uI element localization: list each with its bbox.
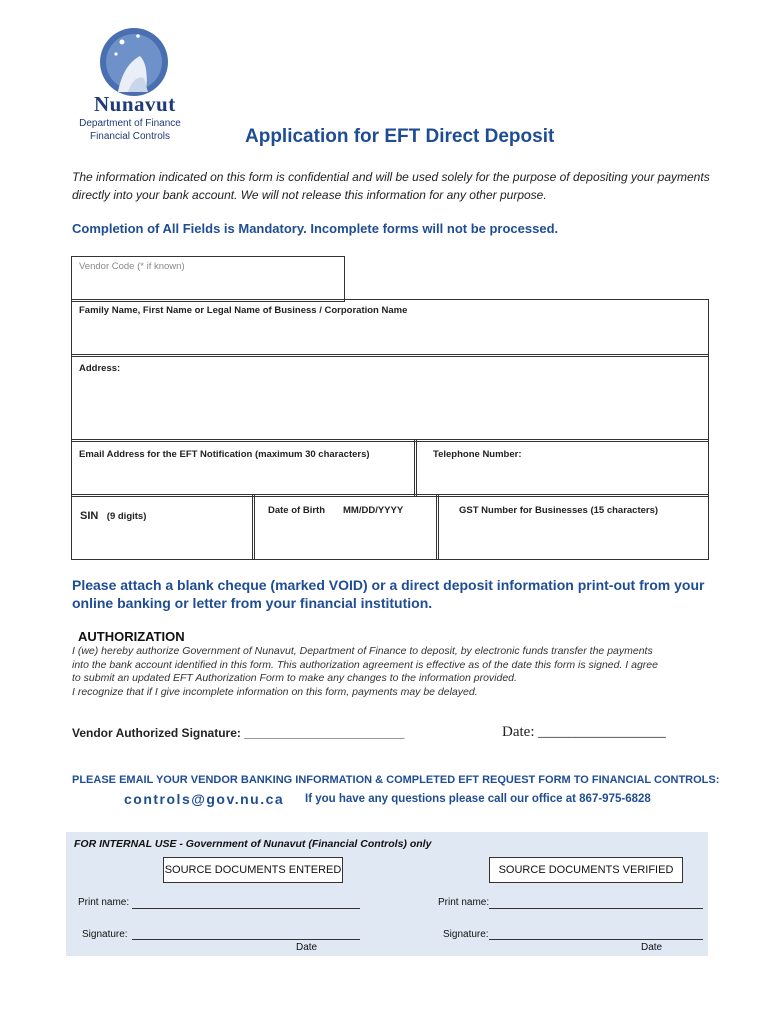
name-field[interactable] xyxy=(71,299,709,357)
sin-label-group xyxy=(80,506,146,524)
authorization-text xyxy=(72,645,717,699)
logo-wordmark: Nunavut xyxy=(94,92,176,116)
address-field[interactable] xyxy=(71,354,709,442)
contact-email-link[interactable]: controls@gov.nu.ca xyxy=(124,791,285,807)
name-label: Family Name, First Name or Legal Name of Business / Corporation Name xyxy=(79,305,408,316)
auth-line-4: I recognize that if I give incomplete information on this form, payments may be delayed. xyxy=(72,685,478,698)
dob-format: MM/DD/YYYY xyxy=(343,505,404,516)
entered-print-name-label: Print name: xyxy=(78,897,130,908)
auth-line-3: to submit an updated EFT Authorization Form to make any changes to the information provided. xyxy=(72,672,517,684)
authorization-title: AUTHORIZATION xyxy=(78,629,185,644)
verified-print-name-label: Print name: xyxy=(438,897,490,908)
email-field[interactable] xyxy=(71,439,417,497)
vendor-signature-field[interactable]: Vendor Authorized Signature: ________________________ xyxy=(72,726,405,740)
entered-signature-line[interactable] xyxy=(132,939,360,940)
mandatory-notice: Completion of All Fields is Mandatory. Incomplete forms will not be processed. xyxy=(72,221,559,236)
auth-line-1: I (we) hereby authorize Government of Nunavut, Department of Finance to deposit, by electronic funds transfer the payments xyxy=(72,645,653,657)
address-label: Address: xyxy=(79,363,121,374)
source-documents-verified-box: SOURCE DOCUMENTS VERIFIED xyxy=(489,857,683,883)
sin-note: (9 digits) xyxy=(106,511,147,522)
verified-date-label: Date xyxy=(641,942,663,953)
division-label: Financial Controls xyxy=(89,131,171,142)
telephone-label: Telephone Number: xyxy=(433,449,522,460)
internal-use-panel xyxy=(66,832,708,956)
entered-print-name-line[interactable] xyxy=(132,908,360,909)
entered-date-label: Date xyxy=(296,942,318,953)
internal-use-title: FOR INTERNAL USE - Government of Nunavut (Financial Controls) only xyxy=(74,838,432,850)
signature-date-field[interactable]: Date: _________________ xyxy=(502,724,666,740)
telephone-field[interactable] xyxy=(414,439,709,497)
email-label: Email Address for the EFT Notification (maximum 30 characters) xyxy=(79,449,370,460)
department-name xyxy=(70,117,190,143)
contact-phone-text: If you have any questions please call our office at 867-975-6828 xyxy=(305,793,651,805)
entered-signature-label: Signature: xyxy=(82,929,128,940)
attach-notice: Please attach a blank cheque (marked VOID) or a direct deposit information print-out from your online banking or letter from your financial institution. xyxy=(72,577,705,611)
verified-print-name-line[interactable] xyxy=(489,908,703,909)
sin-label: SIN xyxy=(80,510,99,522)
auth-line-2: into the bank account identified in this form. This authorization agreement is effective as of the date this form is signed. I agree xyxy=(72,658,658,671)
vendor-code-label: Vendor Code (* if known) xyxy=(79,261,185,272)
intro-text: The information indicated on this form is confidential and will be used solely for the purpose of depositing your payments directly into your bank account. We will not release this information for any other purpose. xyxy=(72,170,710,202)
page-title: Application for EFT Direct Deposit xyxy=(245,126,555,147)
verified-signature-line[interactable] xyxy=(489,939,703,940)
source-documents-entered-box: SOURCE DOCUMENTS ENTERED xyxy=(163,857,343,883)
dob-field[interactable] xyxy=(252,494,439,560)
email-instructions: PLEASE EMAIL YOUR VENDOR BANKING INFORMATION & COMPLETED EFT REQUEST FORM TO FINANCIAL CONTROLS: xyxy=(72,774,720,786)
dob-label: Date of Birth xyxy=(268,505,325,516)
sin-field[interactable] xyxy=(71,494,255,560)
gst-label: GST Number for Businesses (15 characters) xyxy=(459,505,659,516)
gst-field[interactable] xyxy=(436,494,709,560)
verified-signature-label: Signature: xyxy=(443,929,489,940)
department-label: Department of Finance xyxy=(79,118,181,129)
vendor-code-field[interactable] xyxy=(71,256,345,302)
